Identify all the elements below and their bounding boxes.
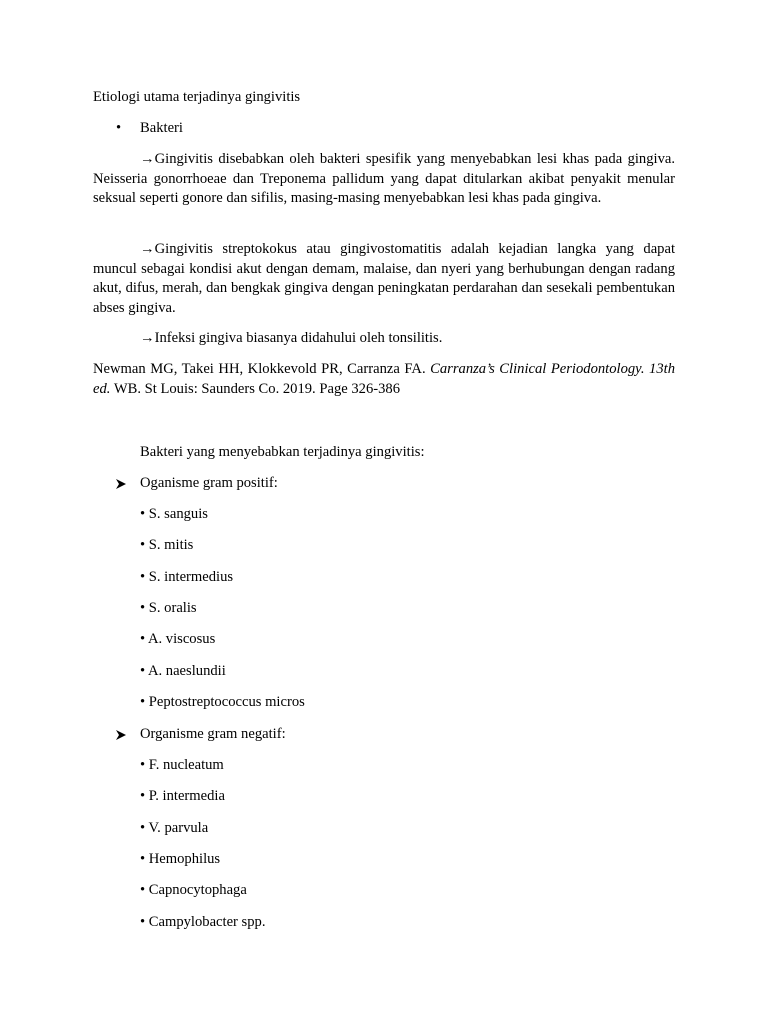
list-item: • A. naeslundii — [140, 663, 226, 679]
gram-positive-label: Oganisme gram positif: — [140, 475, 278, 491]
list-item: • S. sanguis — [140, 506, 208, 522]
list-item: • S. mitis — [140, 537, 194, 553]
list-item: • S. intermedius — [140, 569, 234, 585]
arrowhead-bullet-icon — [115, 729, 127, 741]
paragraph-3: →Infeksi gingiva biasanya didahului oleh tonsilitis. — [140, 330, 443, 346]
list-item: • S. oralis — [140, 600, 197, 616]
bullet-label-bakteri: Bakteri — [140, 120, 183, 136]
list-item: • Capnocytophaga — [140, 882, 247, 898]
subheading: Bakteri yang menyebabkan terjadinya gingivitis: — [140, 444, 425, 460]
gram-negative-label: Organisme gram negatif: — [140, 726, 286, 742]
reference-citation — [93, 360, 675, 399]
list-item: • Campylobacter spp. — [140, 914, 266, 930]
document-heading: Etiologi utama terjadinya gingivitis — [93, 89, 301, 105]
list-item: • F. nucleatum — [140, 757, 224, 773]
list-item: • A. viscosus — [140, 631, 216, 647]
bullet-symbol: • — [116, 120, 122, 136]
list-item: • Peptostreptococcus micros — [140, 694, 305, 710]
reference-publisher: WB. St Louis: Saunders Co. 2019. Page 326-386 — [113, 380, 401, 397]
list-item: • V. parvula — [140, 820, 209, 836]
reference-title: Carranza’s Clinical Periodontology. 13th ed. — [93, 361, 675, 397]
list-item: • P. intermedia — [140, 788, 225, 804]
paragraph-1: →Gingivitis disebabkan oleh bakteri spesifik yang menyebabkan lesi khas pada gingiva. Neisseria gonorrhoeae dan Treponema pallidum yang dapat ditularkan akibat penyakit menular seksual seperti gonore dan sifilis, masing-masing menyebabkan lesi khas pada gingiva. — [93, 151, 675, 206]
paragraph-2: →Gingivitis streptokokus atau gingivostomatitis adalah kejadian langka yang dapat muncul sebagai kondisi akut dengan demam, malaise, dan nyeri yang berhubungan dengan radang akut, difus, merah, dan bengkak gingiva dengan peningkatan perdarahan dan sesekali pembentukan abses gingiva. — [93, 241, 675, 316]
arrowhead-bullet-icon — [115, 478, 127, 490]
list-item: • Hemophilus — [140, 851, 221, 867]
reference-authors: Newman MG, Takei HH, Klokkevold PR, Carranza FA. — [93, 361, 426, 377]
